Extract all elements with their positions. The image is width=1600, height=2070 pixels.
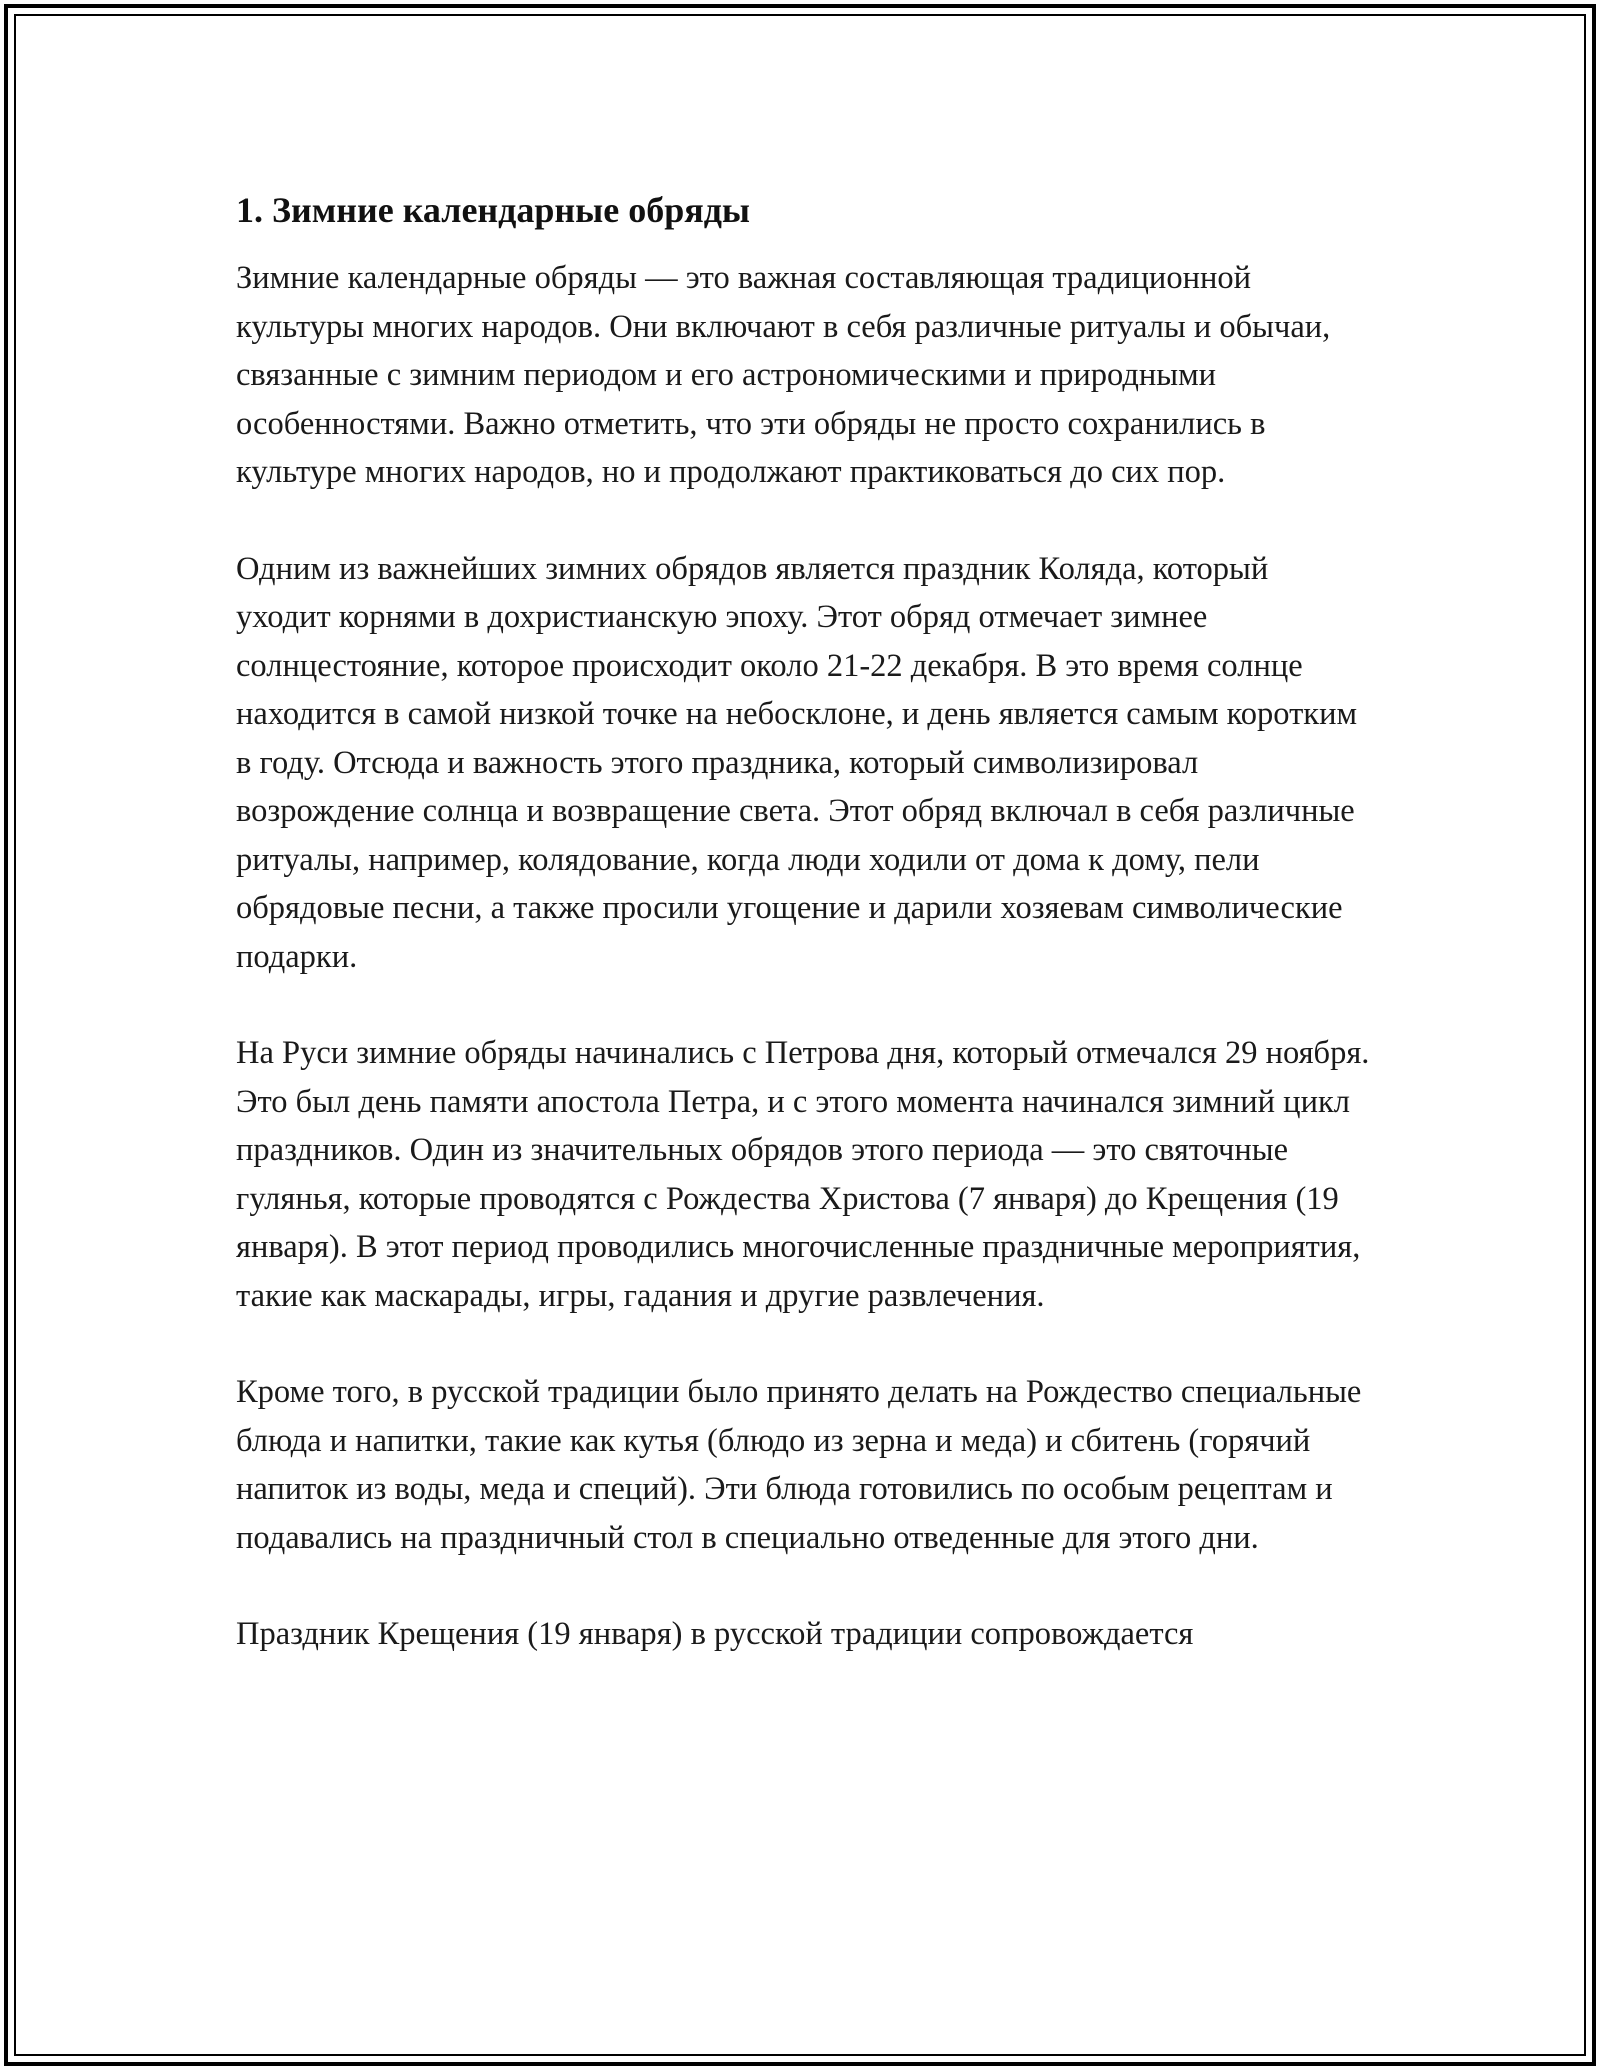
paragraph-1: Зимние календарные обряды — это важная составляющая традиционной культуры многих народов. Они включают в себя различные ритуалы и обычаи, связанные с зимним периодом и его астрономическими и природными особенностями. Важно отметить, что эти обряды не просто сохранились в культуре многих народов, но и продолжают практиковаться до сих пор. [236, 260, 1331, 490]
paragraph-2: Одним из важнейших зимних обрядов является праздник Коляда, который уходит корнями в дохристианскую эпоху. Этот обряд отмечает зимнее солнцестояние, которое происходит около 21-22 декабря. В это время солнце находится в самой низкой точке на небосклоне, и день является самым коротким в году. Отсюда и важность этого праздника, который символизировал возрождение солнца и возвращение света. Этот обряд включал в себя различные ритуалы, например, колядование, когда люди ходили от дома к дому, пели обрядовые песни, а также просили угощение и дарили хозяевам символические подарки. [236, 550, 1358, 975]
paragraph-3: На Руси зимние обряды начинались с Петрова дня, который отмечался 29 ноября. Это был день памяти апостола Петра, и с этого момента начинался зимний цикл праздников. Один из значительных обрядов этого периода — это святочные гулянья, которые проводятся с Рождества Христова (7 января) до Крещения (19 января). В этот период проводились многочисленные праздничные мероприятия, такие как маскарады, игры, гадания и другие развлечения. [236, 1035, 1370, 1314]
paragraph-5: Праздник Крещения (19 января) в русской традиции сопровождается [236, 1616, 1194, 1652]
document-body [236, 186, 1371, 1707]
section-heading: 1. Зимние календарные обряды [236, 190, 751, 230]
paragraph-4: Кроме того, в русской традиции было принято делать на Рождество специальные блюда и напитки, такие как кутья (блюдо из зерна и меда) и сбитень (горячий напиток из воды, меда и специй). Эти блюда готовились по особым рецептам и подавались на праздничный стол в специально отведенные для этого дни. [236, 1374, 1362, 1556]
